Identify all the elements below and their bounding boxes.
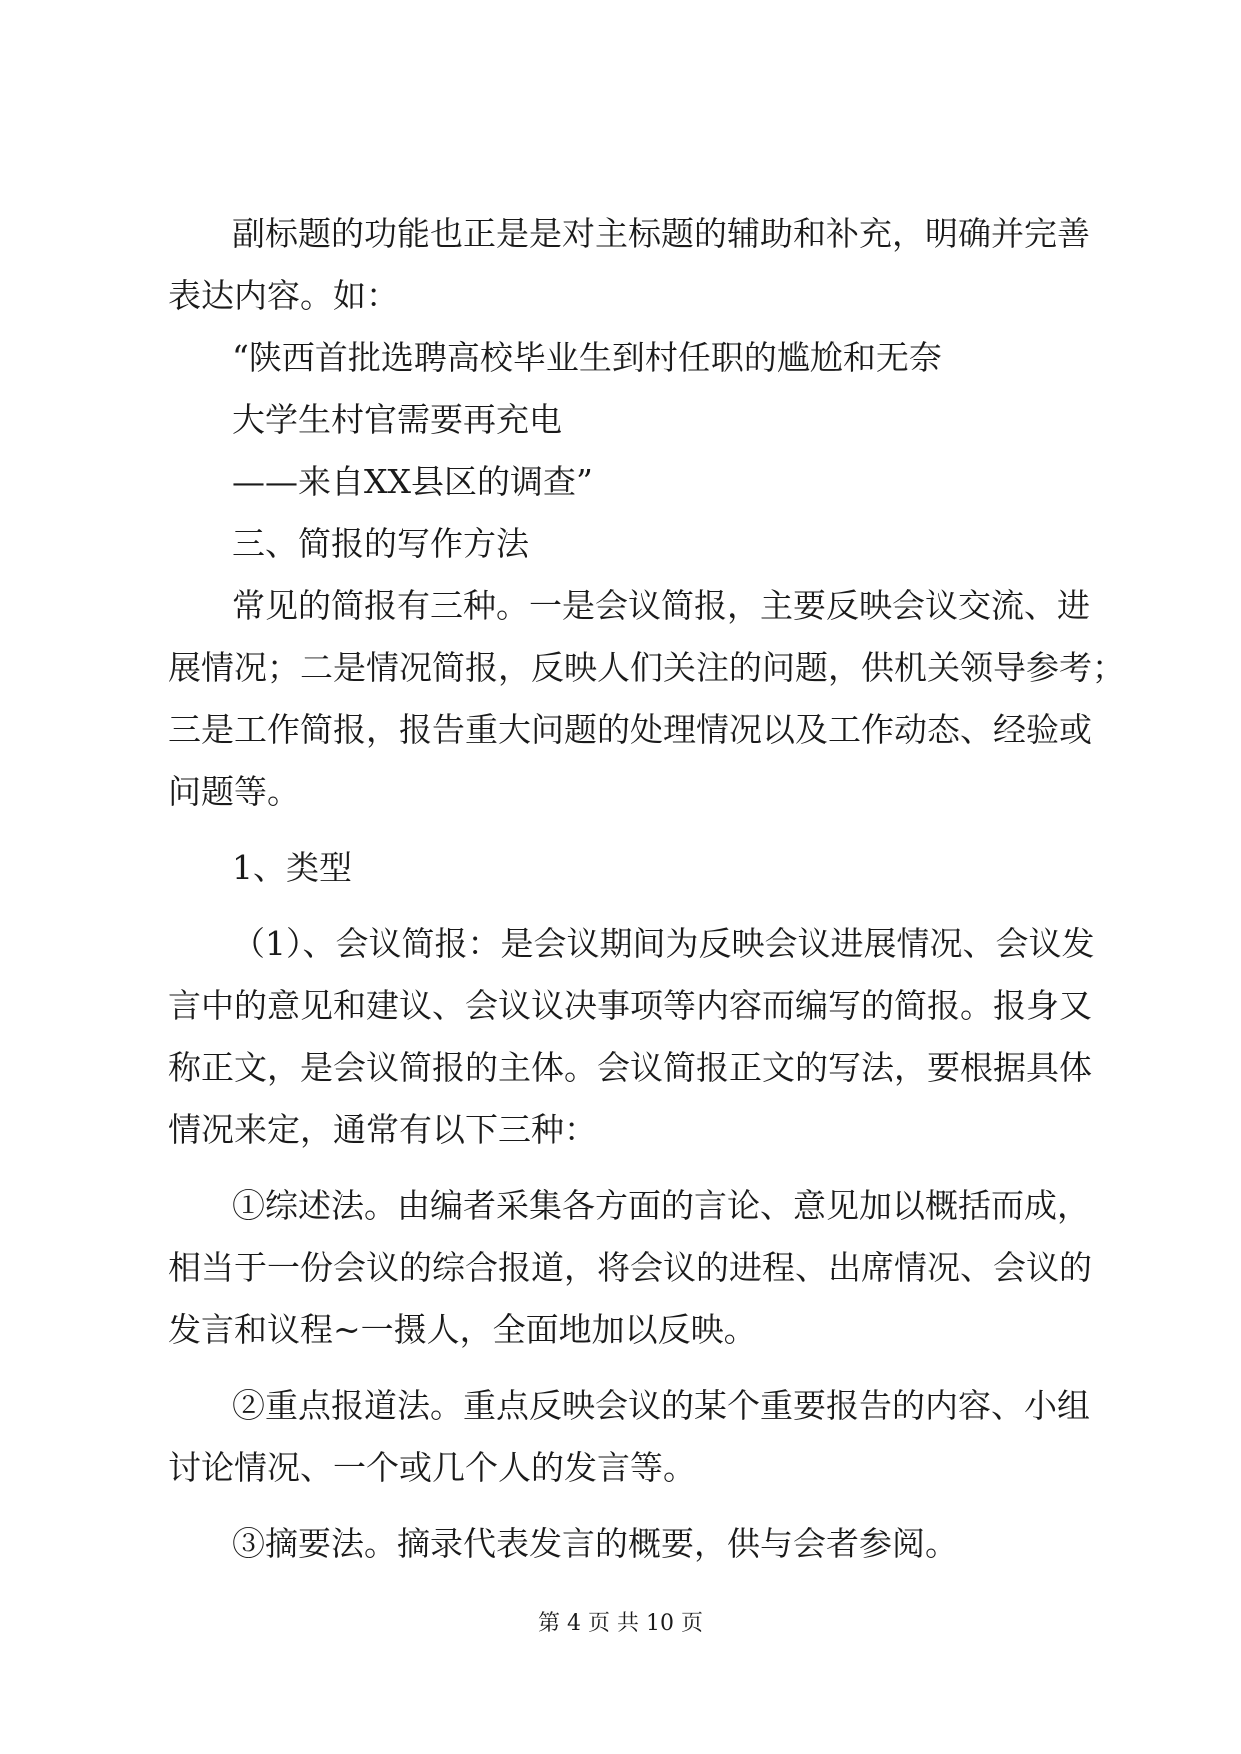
paragraph-line: （1）、会议简报：是会议期间为反映会议进展情况、会议发 — [232, 924, 1095, 963]
section-heading: 三、简报的写作方法 — [232, 524, 529, 563]
paragraph-line: 讨论情况、一个或几个人的发言等。 — [168, 1448, 696, 1487]
paragraph-line: 常见的简报有三种。一是会议简报，主要反映会议交流、进 — [232, 586, 1090, 625]
paragraph-line: ③摘要法。摘录代表发言的概要，供与会者参阅。 — [232, 1524, 958, 1563]
paragraph-line: ——来自XX县区的调查” — [232, 462, 593, 501]
paragraph-line: 展情况；二是情况简报，反映人们关注的问题，供机关领导参考； — [168, 648, 1125, 687]
paragraph-line: ②重点报道法。重点反映会议的某个重要报告的内容、小组 — [232, 1386, 1090, 1425]
paragraph-line: 大学生村官需要再充电 — [232, 400, 562, 439]
paragraph-line: 相当于一份会议的综合报道，将会议的进程、出席情况、会议的 — [168, 1248, 1092, 1287]
paragraph-line: “陕西首批选聘高校毕业生到村任职的尴尬和无奈 — [232, 338, 942, 377]
paragraph-line: ①综述法。由编者采集各方面的言论、意见加以概括而成， — [232, 1186, 1090, 1225]
page-footer — [0, 1610, 1241, 1638]
paragraph-line: 副标题的功能也正是是对主标题的辅助和补充，明确并完善 — [232, 214, 1090, 253]
subsection-heading: 1、类型 — [232, 848, 352, 887]
paragraph-line: 情况来定，通常有以下三种： — [168, 1110, 597, 1149]
paragraph-line: 发言和议程~一摄人，全面地加以反映。 — [168, 1310, 757, 1349]
paragraph-line: 表达内容。如： — [168, 276, 399, 315]
paragraph-line: 三是工作简报，报告重大问题的处理情况以及工作动态、经验或 — [168, 710, 1092, 749]
paragraph-line: 言中的意见和建议、会议议决事项等内容而编写的简报。报身又 — [168, 986, 1092, 1025]
paragraph-line: 称正文，是会议简报的主体。会议简报正文的写法，要根据具体 — [168, 1048, 1092, 1087]
page-number-label: 第 4 页 共 10 页 — [538, 1611, 703, 1636]
paragraph-line: 问题等。 — [168, 772, 300, 811]
